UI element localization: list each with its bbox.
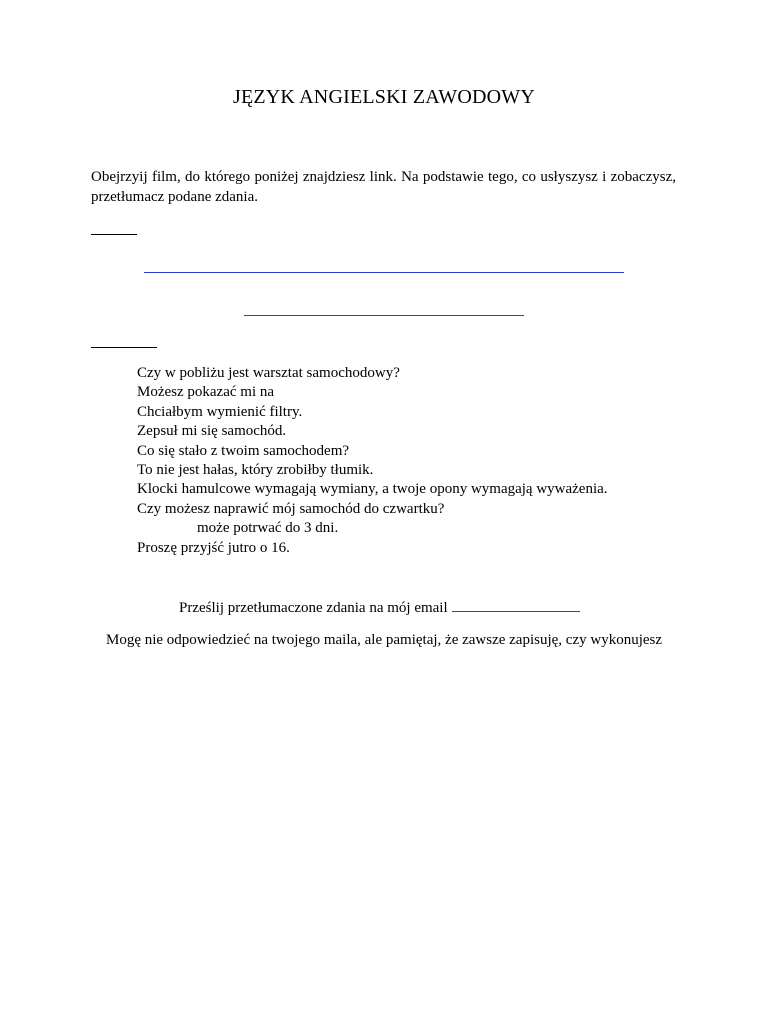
sentence-item: Co się stało z twoim samochodem? [137,442,350,459]
sentence-item: To nie jest hałas, który zrobiłby tłumik. [137,462,374,479]
sentence-item: Klocki hamulcowe wymagają wymiany, a twoje opony wymagają wyważenia. [137,481,608,498]
sentence-item: Czy możesz naprawić mój samochód do czwartku? [137,500,445,517]
sentences-list [137,364,608,558]
sentence-item: Chciałbym wymienić filtry. [137,403,303,420]
closing-note: Mogę nie odpowiedzieć na twojego maila, ale pamiętaj, że zawsze zapisuję, czy wykonujesz [105,632,663,648]
video-link-underline[interactable] [144,272,624,273]
sentence-item: Czy w pobliżu jest warsztat samochodowy? [137,365,400,381]
second-link-underline[interactable] [244,315,524,316]
email-prompt-text: Prześlij przetłumaczone zdania na mój email [179,600,448,616]
email-link-underline[interactable] [452,599,580,612]
sentence-item: Zepsuł mi się samochód. [137,423,287,440]
document-title: JĘZYK ANGIELSKI ZAWODOWY [232,86,536,108]
sentence-item: Możesz pokazać mi na [137,384,275,401]
redacted-label-line [91,234,137,235]
email-request [179,599,580,617]
instructions-paragraph: Obejrzyij film, do którego poniżej znajdziesz link. Na podstawie tego, co usłyszysz i zobaczysz, przetłumacz podane zdania. [91,169,676,205]
sentence-item: Proszę przyjść jutro o 16. [137,539,290,556]
redacted-heading-line [91,347,157,348]
sentence-item: może potrwać do 3 dni. [197,520,339,537]
